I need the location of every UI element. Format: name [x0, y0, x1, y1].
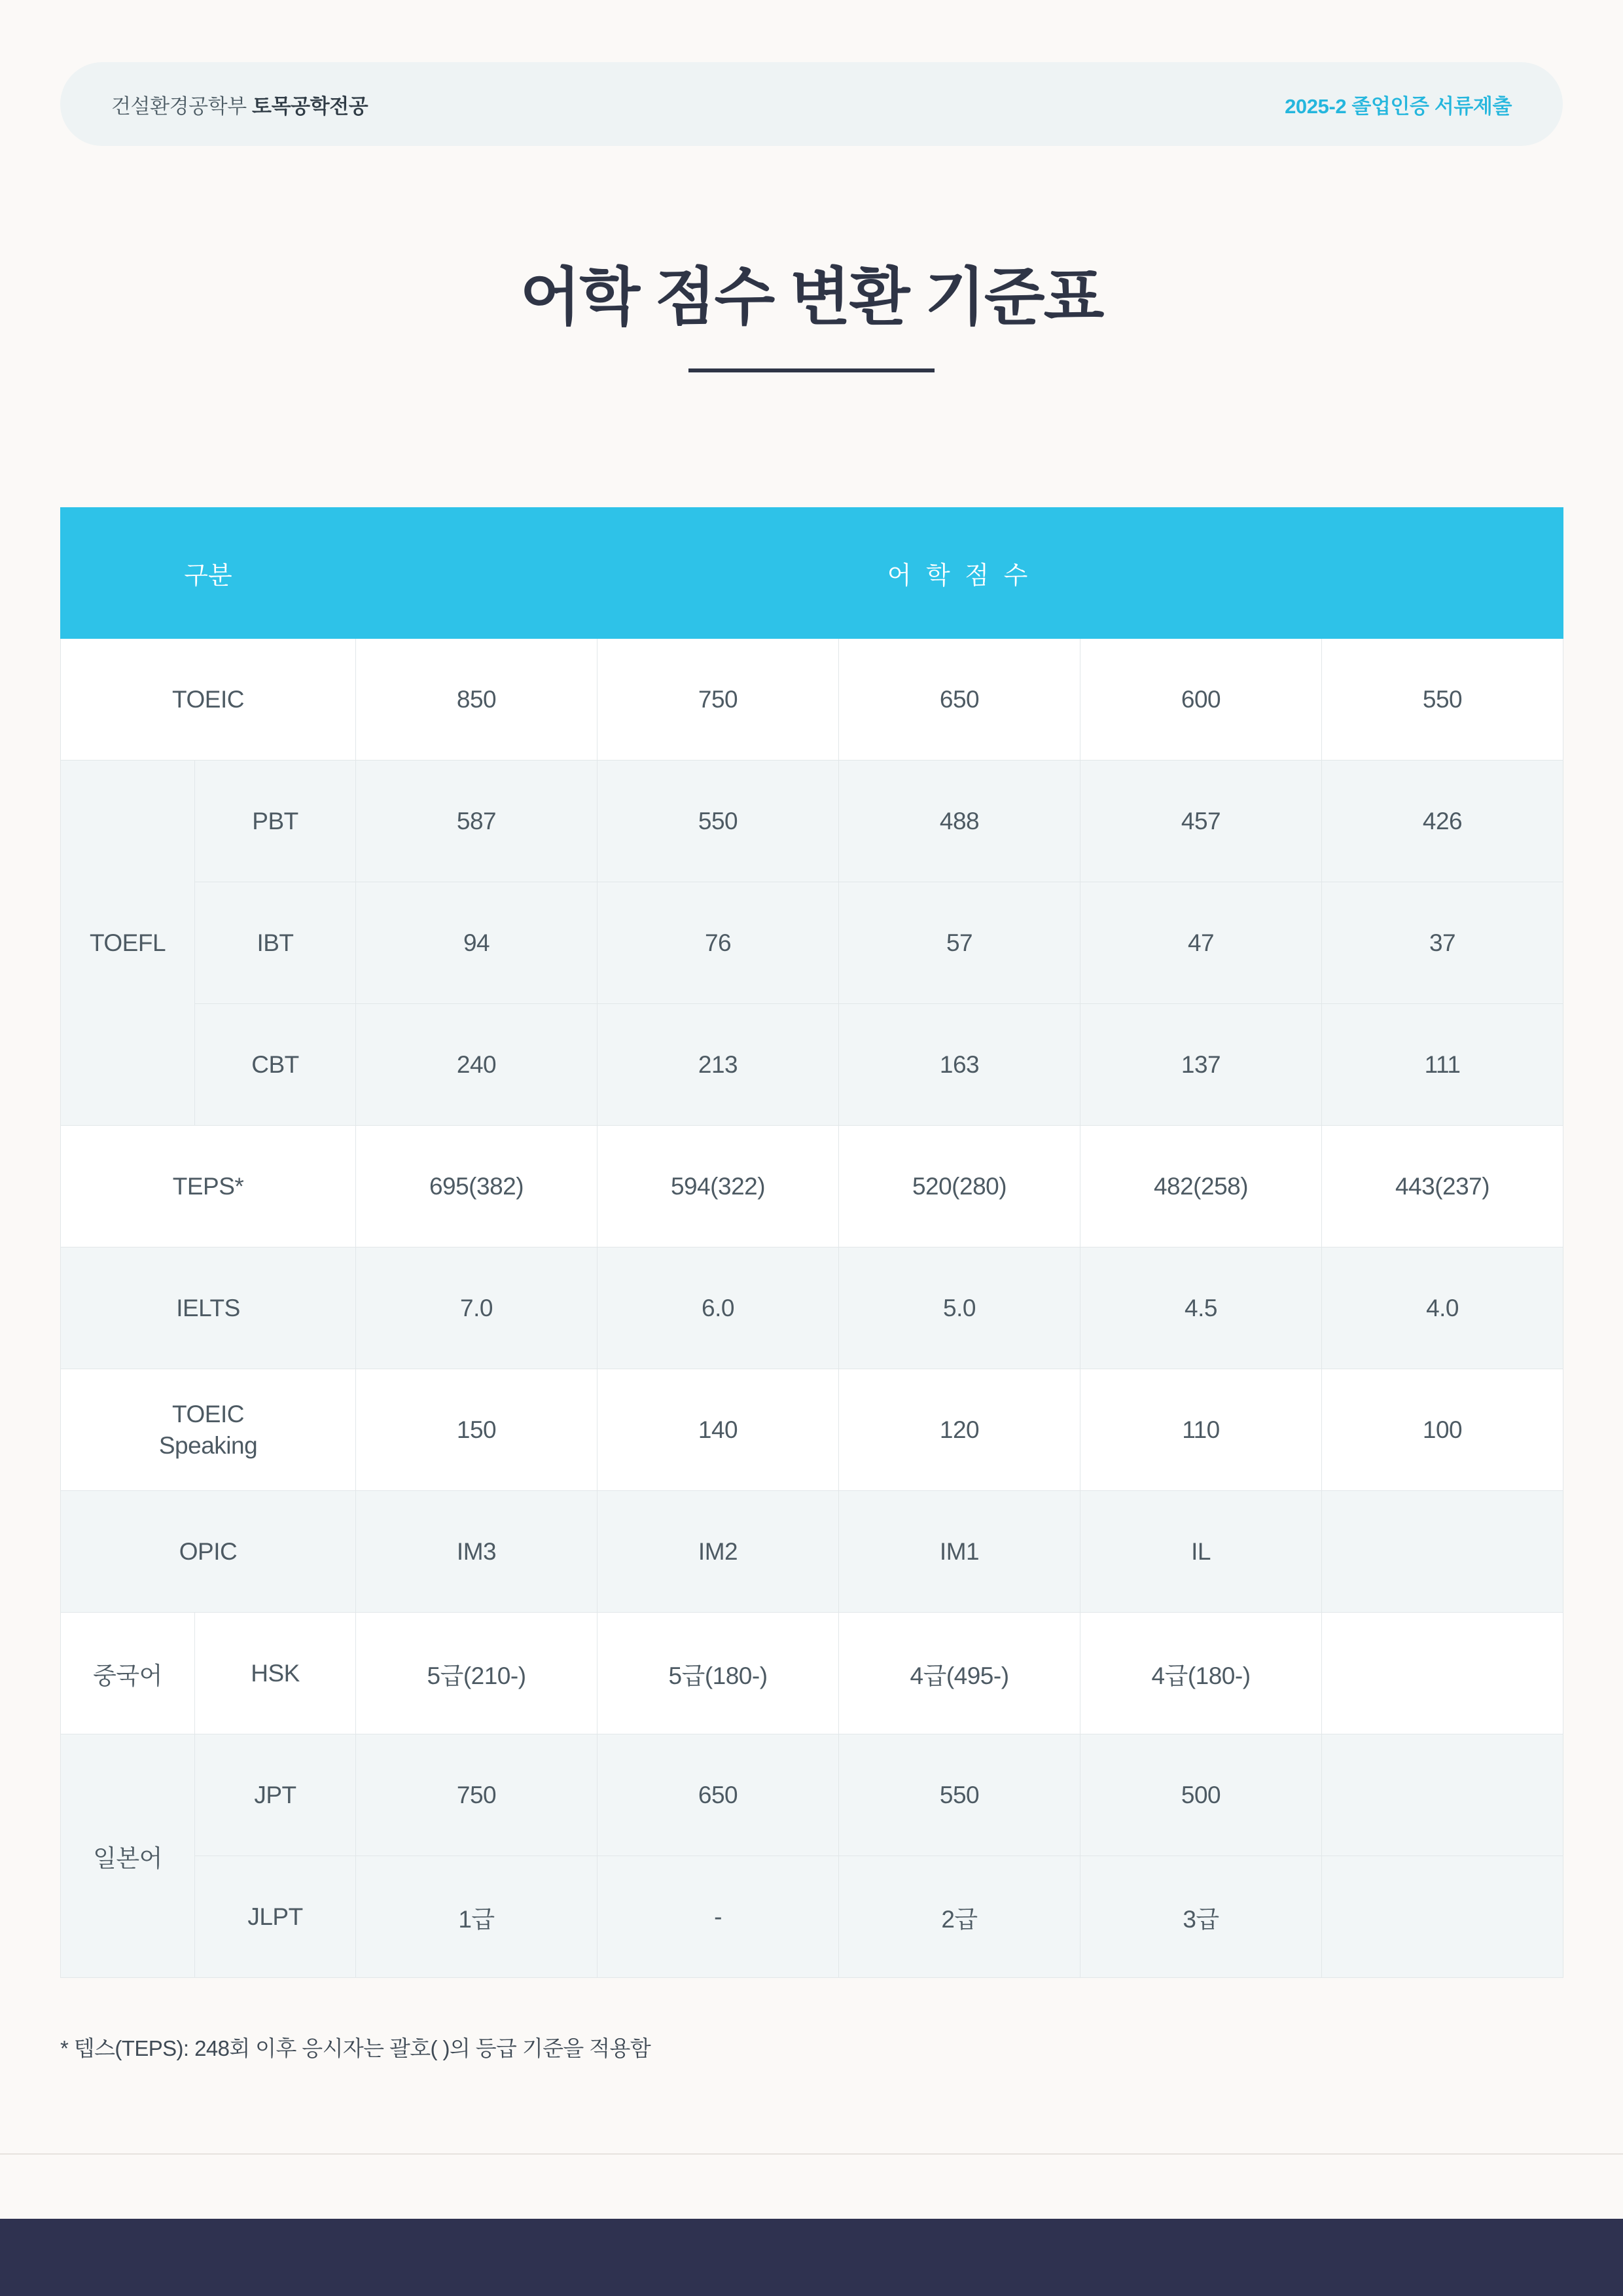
table-header-row	[61, 508, 1563, 639]
header-department-major: 토목공학전공	[252, 94, 368, 118]
cell-cbt-4: 137	[1080, 1004, 1322, 1126]
cell-toeicspk-5: 100	[1322, 1369, 1563, 1491]
table-row	[61, 1856, 1563, 1978]
cell-ielts-1: 7.0	[356, 1247, 597, 1369]
table-footnote: * 텝스(TEPS): 248회 이후 응시자는 괄호( )의 등급 기준을 적용함	[60, 2036, 651, 2060]
row-label-toeic-speaking	[61, 1369, 356, 1491]
row-label-toeic: TOEIC	[61, 639, 356, 761]
cell-ibt-1: 94	[356, 882, 597, 1004]
cell-cbt-3: 163	[839, 1004, 1080, 1126]
cell-teps-3: 520(280)	[839, 1126, 1080, 1247]
cell-jlpt-4: 3급	[1080, 1856, 1322, 1978]
cell-toeicspk-3: 120	[839, 1369, 1080, 1491]
row-label-toeic-speaking-line1: TOEIC	[172, 1401, 244, 1428]
table-row	[61, 1613, 1563, 1734]
table-row	[61, 1734, 1563, 1856]
table-row	[61, 1247, 1563, 1369]
table-row	[61, 1126, 1563, 1247]
cell-pbt-2: 550	[597, 761, 839, 882]
cell-hsk-1: 5급(210-)	[356, 1613, 597, 1734]
cell-pbt-3: 488	[839, 761, 1080, 882]
page-title-block	[0, 247, 1623, 372]
row-label-japanese: 일본어	[61, 1734, 195, 1978]
cell-toeic-1: 850	[356, 639, 597, 761]
table-row	[61, 1369, 1563, 1491]
row-label-toeic-speaking-line2: Speaking	[158, 1431, 258, 1459]
footer-divider	[0, 2153, 1623, 2155]
table-row	[61, 1004, 1563, 1126]
cell-toeicspk-1: 150	[356, 1369, 597, 1491]
score-conversion-table-wrap	[60, 507, 1563, 1978]
table-row	[61, 1491, 1563, 1613]
header-submission-label: 2025-2 졸업인증 서류제출	[1285, 94, 1512, 118]
cell-teps-1: 695(382)	[356, 1126, 597, 1247]
table-header-category: 구분	[61, 508, 356, 639]
cell-teps-2: 594(322)	[597, 1126, 839, 1247]
cell-pbt-1: 587	[356, 761, 597, 882]
cell-ibt-3: 57	[839, 882, 1080, 1004]
cell-teps-5: 443(237)	[1322, 1126, 1563, 1247]
cell-opic-1: IM3	[356, 1491, 597, 1613]
row-sublabel-jpt: JPT	[195, 1734, 356, 1856]
cell-opic-3: IM1	[839, 1491, 1080, 1613]
cell-ielts-2: 6.0	[597, 1247, 839, 1369]
score-conversion-table	[60, 507, 1563, 1978]
table-row	[61, 639, 1563, 761]
row-sublabel-hsk: HSK	[195, 1613, 356, 1734]
header-department	[111, 90, 368, 119]
cell-ibt-2: 76	[597, 882, 839, 1004]
cell-jpt-2: 650	[597, 1734, 839, 1856]
table-row	[61, 761, 1563, 882]
cell-toeicspk-4: 110	[1080, 1369, 1322, 1491]
table-head	[61, 508, 1563, 639]
header-department-faculty: 건설환경공학부	[111, 94, 253, 118]
row-sublabel-ibt: IBT	[195, 882, 356, 1004]
cell-jpt-3: 550	[839, 1734, 1080, 1856]
cell-hsk-2: 5급(180-)	[597, 1613, 839, 1734]
cell-jpt-1: 750	[356, 1734, 597, 1856]
row-label-opic: OPIC	[61, 1491, 356, 1613]
cell-teps-4: 482(258)	[1080, 1126, 1322, 1247]
cell-ibt-5: 37	[1322, 882, 1563, 1004]
cell-ielts-4: 4.5	[1080, 1247, 1322, 1369]
cell-hsk-4: 4급(180-)	[1080, 1613, 1322, 1734]
cell-jpt-5	[1322, 1734, 1563, 1856]
cell-toeicspk-2: 140	[597, 1369, 839, 1491]
cell-pbt-5: 426	[1322, 761, 1563, 882]
cell-toeic-4: 600	[1080, 639, 1322, 761]
cell-jlpt-5	[1322, 1856, 1563, 1978]
cell-ielts-3: 5.0	[839, 1247, 1080, 1369]
title-underline	[688, 368, 935, 372]
row-label-toefl: TOEFL	[61, 761, 195, 1126]
cell-jlpt-2: -	[597, 1856, 839, 1978]
header-bar	[60, 62, 1563, 146]
table-header-score: 어 학 점 수	[356, 508, 1563, 639]
table-body	[61, 639, 1563, 1978]
cell-cbt-1: 240	[356, 1004, 597, 1126]
row-sublabel-cbt: CBT	[195, 1004, 356, 1126]
row-sublabel-jlpt: JLPT	[195, 1856, 356, 1978]
cell-hsk-5	[1322, 1613, 1563, 1734]
page-title: 어학 점수 변환 기준표	[520, 262, 1103, 332]
row-label-chinese: 중국어	[61, 1613, 195, 1734]
cell-opic-4: IL	[1080, 1491, 1322, 1613]
cell-cbt-2: 213	[597, 1004, 839, 1126]
cell-opic-2: IM2	[597, 1491, 839, 1613]
cell-jlpt-3: 2급	[839, 1856, 1080, 1978]
row-sublabel-pbt: PBT	[195, 761, 356, 882]
cell-cbt-5: 111	[1322, 1004, 1563, 1126]
row-label-teps: TEPS*	[61, 1126, 356, 1247]
row-label-ielts: IELTS	[61, 1247, 356, 1369]
cell-hsk-3: 4급(495-)	[839, 1613, 1080, 1734]
table-row	[61, 882, 1563, 1004]
cell-jlpt-1: 1급	[356, 1856, 597, 1978]
cell-toeic-3: 650	[839, 639, 1080, 761]
cell-toeic-2: 750	[597, 639, 839, 761]
cell-toeic-5: 550	[1322, 639, 1563, 761]
cell-ielts-5: 4.0	[1322, 1247, 1563, 1369]
cell-jpt-4: 500	[1080, 1734, 1322, 1856]
cell-ibt-4: 47	[1080, 882, 1322, 1004]
footer-band	[0, 2219, 1623, 2296]
cell-pbt-4: 457	[1080, 761, 1322, 882]
cell-opic-5	[1322, 1491, 1563, 1613]
